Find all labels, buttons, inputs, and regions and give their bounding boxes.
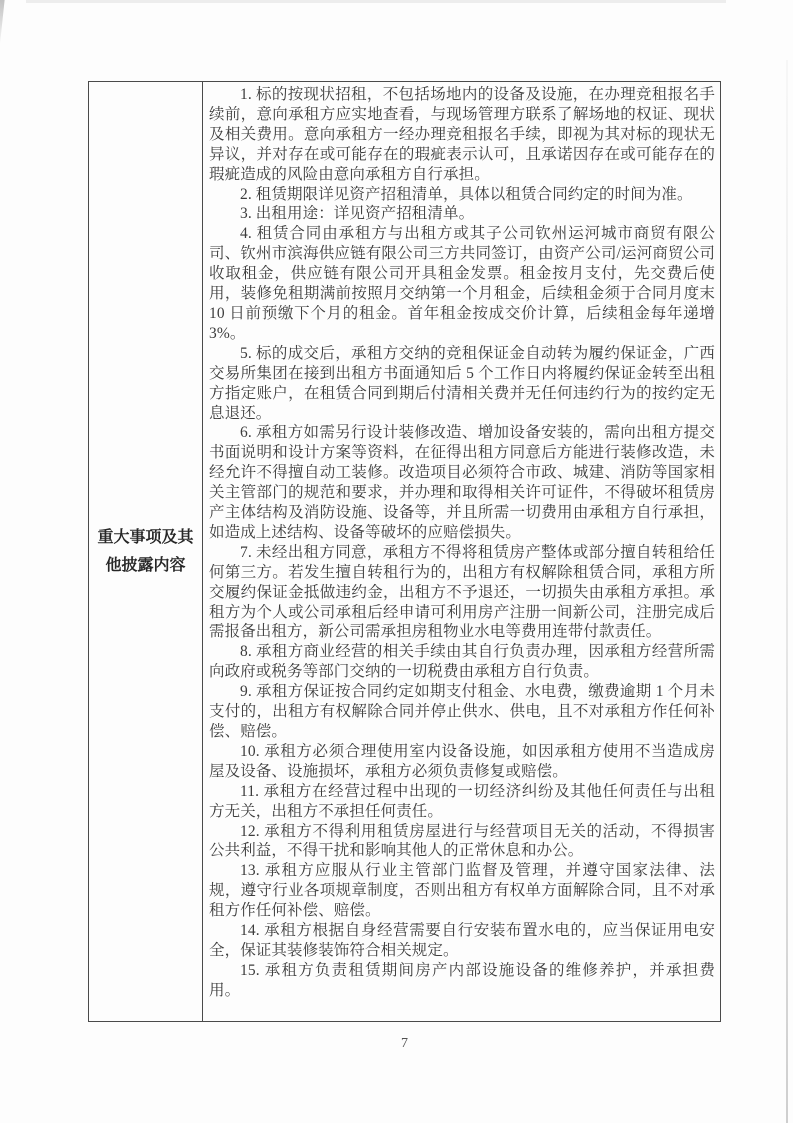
disclosure-item: 11. 承租方在经营过程中出现的一切经济纠纷及其他任何责任与出租方无关，出租方不承担任何责任。 [209, 782, 715, 820]
disclosure-item: 7. 未经出租方同意，承租方不得将租赁房产整体或部分擅自转租给任何第三方。若发生擅自转租行为的，出租方有权解除租赁合同，承租方所交履约保证金抵做违约金，出租方不予退还，一切损失由承租方承担。承租方为个人或公司承租后经申请可利用房产注册一间新公司，注册完成后需报备出租方，新公司需承担房租物业水电等费用连带付款责任。 [209, 543, 715, 641]
disclosure-row-header-label: 重大事项及其他披露内容 [97, 528, 194, 574]
disclosure-item: 10. 承租方必须合理使用室内设备设施，如因承租方使用不当造成房屋及设备、设施损坏，承租方必须负责修复或赔偿。 [209, 742, 715, 780]
scan-artifact-top-left-smudge [0, 0, 5, 60]
disclosure-item: 9. 承租方保证按合同约定如期支付租金、水电费，缴费逾期 1 个月未支付的，出租方有权解除合同并停止供水、供电，且不对承租方作任何补偿、赔偿。 [209, 683, 715, 740]
disclosure-item: 15. 承租方负责租赁期间房产内部设施设备的维修养护，并承担费用。 [209, 961, 715, 999]
disclosure-item: 3. 出租用途：详见资产招租清单。 [240, 205, 475, 223]
disclosure-content-cell [203, 82, 720, 1021]
disclosure-items [209, 85, 715, 1001]
page-number: 7 [401, 1036, 408, 1051]
disclosure-item: 2. 租赁期限详见资产招租清单，具体以租赁合同约定的时间为准。 [240, 185, 693, 203]
scan-artifact-right-edge [786, 60, 788, 1123]
disclosure-item: 12. 承租方不得利用租赁房屋进行与经营项目无关的活动，不得损害公共利益，不得干扰和影响其他人的正常休息和办公。 [209, 822, 715, 860]
disclosure-item: 4. 租赁合同由承租方与出租方或其子公司钦州运河城市商贸有限公司、钦州市滨海供应链有限公司三方共同签订，由资产公司/运河商贸公司收取租金，供应链有限公司开具租金发票。租金按月支付，先交费后使用，装修免租期满前按照月交纳第一个月租金，后续租金须于合同月度末 10 日前预缴下个月的租金。首年租金按成交价计算，后续租金每年递增3%。 [209, 225, 715, 342]
disclosure-item: 8. 承租方商业经营的相关手续由其自行负责办理，因承租方经营所需向政府或税务等部门交纳的一切税费由承租方自行负责。 [209, 643, 715, 681]
disclosure-item: 6. 承租方如需另行设计装修改造、增加设备安装的，需向出租方提交书面说明和设计方案等资料，在征得出租方同意后方能进行装修改造，未经允许不得擅自动工装修。改造项目必须符合市政、城建、消防等国家相关主管部门的规范和要求，并办理和取得相关许可证件，不得破坏租赁房产主体结构及消防设施、设备等，并且所需一切费用由承租方自行承担，如造成上述结构、设备等破坏的应赔偿损失。 [209, 424, 715, 541]
disclosure-item: 1. 标的按现状招租，不包括场地内的设备及设施，在办理竞租报名手续前，意向承租方应实地查看，与现场管理方联系了解场地的权证、现状及相关费用。意向承租方一经办理竞租报名手续，即视为其对标的现状无异议，并对存在或可能存在的瑕疵表示认可，且承诺因存在或可能存在的瑕疵造成的风险由意向承租方自行承担。 [209, 86, 715, 183]
disclosure-table [88, 81, 721, 1022]
disclosure-row-header-cell [89, 82, 203, 1021]
disclosure-item: 13. 承租方应服从行业主管部门监督及管理，并遵守国家法律、法规，遵守行业各项规章制度，否则出租方有权单方面解除合同，且不对承租方作任何补偿、赔偿。 [209, 862, 715, 920]
disclosure-item: 14. 承租方根据自身经营需要自行安装布置水电的，应当保证用电安全，保证其装修装饰符合相关规定。 [209, 922, 715, 959]
scan-artifact-top-band [26, 0, 726, 3]
disclosure-item: 5. 标的成交后，承租方交纳的竞租保证金自动转为履约保证金，广西交易所集团在接到出租方书面通知后 5 个工作日内将履约保证金转至出租方指定账户，在租赁合同到期后付清相关费并无任何违约行为的按约定无息退还。 [209, 344, 715, 422]
